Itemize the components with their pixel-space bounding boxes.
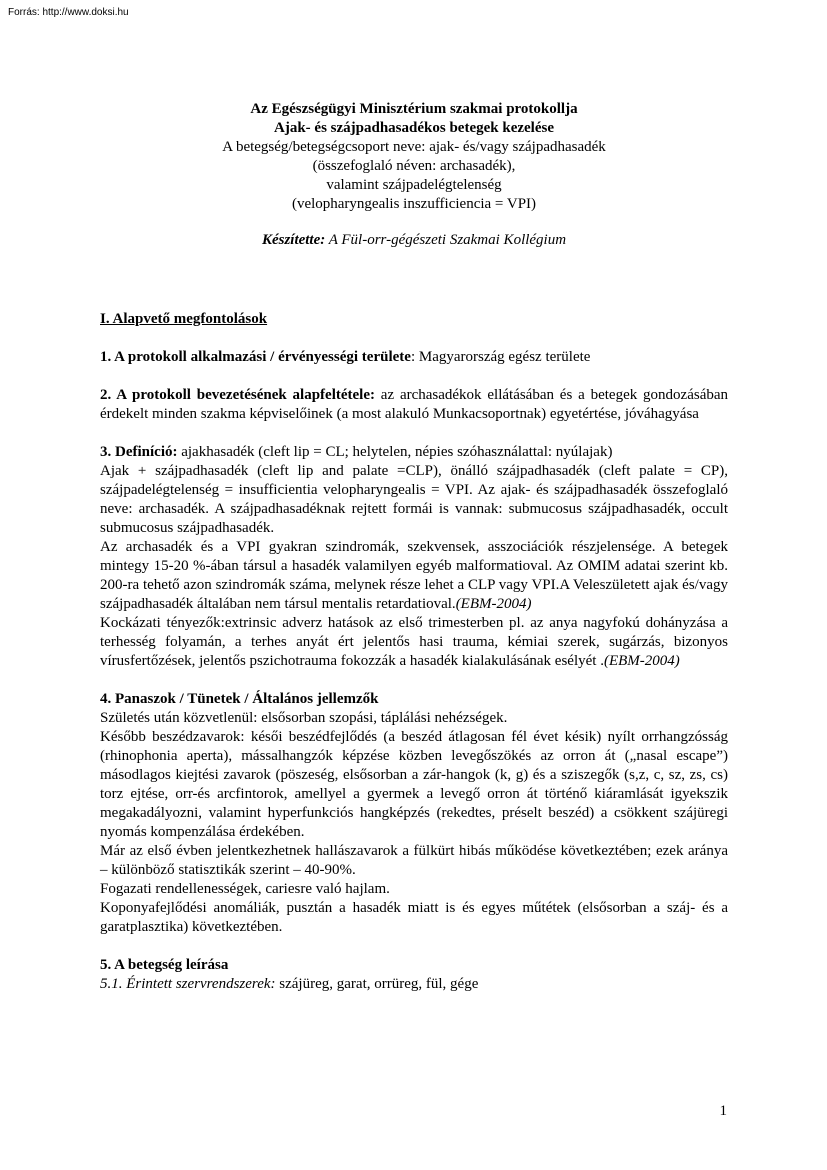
- author-value: A Fül-orr-gégészeti Szakmai Kollégium: [325, 232, 567, 248]
- syndromes-text: Az archasadék és a VPI gyakran szindromák, szekvensek, asszociációk részjelensége. A betegek mintegy 15-20 %-ában társul a hasadék valamilyen egyéb malformatioval. Az OMIM adatai szerint kb. 200-ra tehető azon szindromák száma, melynek része lehet a CLP vagy VPI.A Veleszületett ajak és/vagy szájpadhasadék általában nem társul mentalis retardatioval.: [100, 539, 728, 612]
- symptoms-line-3: Már az első évben jelentkezhetnek hallászavarok a fülkürt hibás működése következtében; ezek aránya – különböző statisztikák szerint – 40-90%.: [100, 843, 728, 878]
- paragraph-definition: [100, 443, 728, 462]
- definition-types: Ajak + szájpadhasadék (cleft lip and palate =CLP), önálló szájpadhasadék (cleft palate = CP), szájpadelégtelenség = insufficientia velopharyngealis = VPI. Az ajak- és szájpadhasadék összefoglaló neve: archasadék. A szájpadhasadéknak rejtett formái is vannak: submucosus szájpadhasadék, occult submucosus szájpadhasadék.: [100, 463, 728, 536]
- organs-label: 5.1. Érintett szervrendszerek:: [100, 976, 276, 992]
- symptoms-line-1: Születés után közvetlenül: elsősorban szopási, táplálási nehézségek.: [100, 710, 508, 726]
- disease-name-line: A betegség/betegségcsoport neve: ajak- és/vagy szájpadhasadék: [222, 139, 606, 155]
- definition-syndromes: [100, 538, 728, 614]
- scope-label: 1. A protokoll alkalmazási / érvényességi területe: [100, 349, 411, 365]
- definition-text: ajakhasadék (cleft lip = CL; helytelen, népies szóhasználattal: nyúlajak): [177, 444, 613, 460]
- paragraph-prerequisite: [100, 386, 728, 424]
- prerequisite-label: 2. A protokoll bevezetésének alapfeltétele:: [100, 387, 375, 403]
- author-label: Készítette:: [261, 232, 326, 248]
- document-header: [100, 100, 728, 250]
- paragraph-scope: [100, 348, 728, 367]
- ministry-title: Az Egészségügyi Minisztérium szakmai protokollja: [250, 101, 578, 117]
- symptoms-line-2: Később beszédzavarok: késői beszédfejlődés (a beszéd átlagosan fél évet késik) nyílt orrhangzósság (rhinophonia aperta), mássalhangzók képzése közben levegőszökés az orron át („nasal escape”) másodlagos kiejtési zavarok (pöszeség, elsősorban a zár-hangok (k, g) és a sziszegők (s,z, c, sz, zs, cs) torz ejtése, orr-és arcfintorok, amellyel a gyermek a levegő orron át történő kiáramlását igyekszik megakadályozni, valamint hyperfunkciós hangképzés (rekedtes, préselt beszéd) a csökkent szájüregi nyomás kompenzálása érdekében.: [100, 729, 728, 840]
- organs-text: szájüreg, garat, orrüreg, fül, gége: [275, 976, 479, 992]
- disease-extra-line: valamint szájpadelégtelenség: [326, 177, 502, 193]
- protocol-title: Ajak- és szájpadhasadékos betegek kezelése: [274, 120, 554, 136]
- page-number: 1: [719, 1103, 727, 1119]
- prerequisite-text: az archasadékok ellátásában és a betegek gondozásában érdekelt minden szakma képviselőinek (a most alakuló Munkacsoportnak) egyetértése, jóváhagyása: [100, 387, 729, 422]
- description-organs: [100, 975, 728, 994]
- scope-text: : Magyarország egész területe: [410, 349, 591, 365]
- source-url: Forrás: http://www.doksi.hu: [8, 7, 129, 18]
- definition-risk-factors: [100, 614, 728, 671]
- symptoms-line-4: Fogazati rendellenességek, cariesre való hajlam.: [100, 881, 390, 897]
- risk-ref: (EBM-2004): [603, 653, 680, 669]
- author-line: [100, 231, 728, 250]
- disease-vpi-line: (velopharyngealis inszufficiencia = VPI): [291, 196, 537, 212]
- syndromes-ref: (EBM-2004): [455, 596, 532, 612]
- symptoms-title: 4. Panaszok / Tünetek / Általános jellemzők: [100, 691, 379, 707]
- disease-summary-line: (összefoglaló néven: archasadék),: [312, 158, 516, 174]
- risk-text: Kockázati tényezők:extrinsic adverz hatások az első trimesterben pl. az anya nagyfokú dohányzása a terhesség folyamán, a terhes anyát ért jelentős hasi trauma, kémiai szerek, sugárzás, bizonyos vírusfertőzések, jelentős pszichotrauma fokozzák a hasadék kialakulásának esélyét .: [100, 615, 728, 669]
- definition-label: 3. Definíció:: [100, 444, 178, 460]
- symptoms-line-5: Koponyafejlődési anomáliák, pusztán a hasadék miatt is és egyes műtétek (elsősorban a száj- és a garatplasztika) következtében.: [100, 900, 728, 935]
- description-title: 5. A betegség leírása: [100, 957, 229, 973]
- document-body: [100, 310, 728, 994]
- section-title: I. Alapvető megfontolások: [100, 311, 268, 327]
